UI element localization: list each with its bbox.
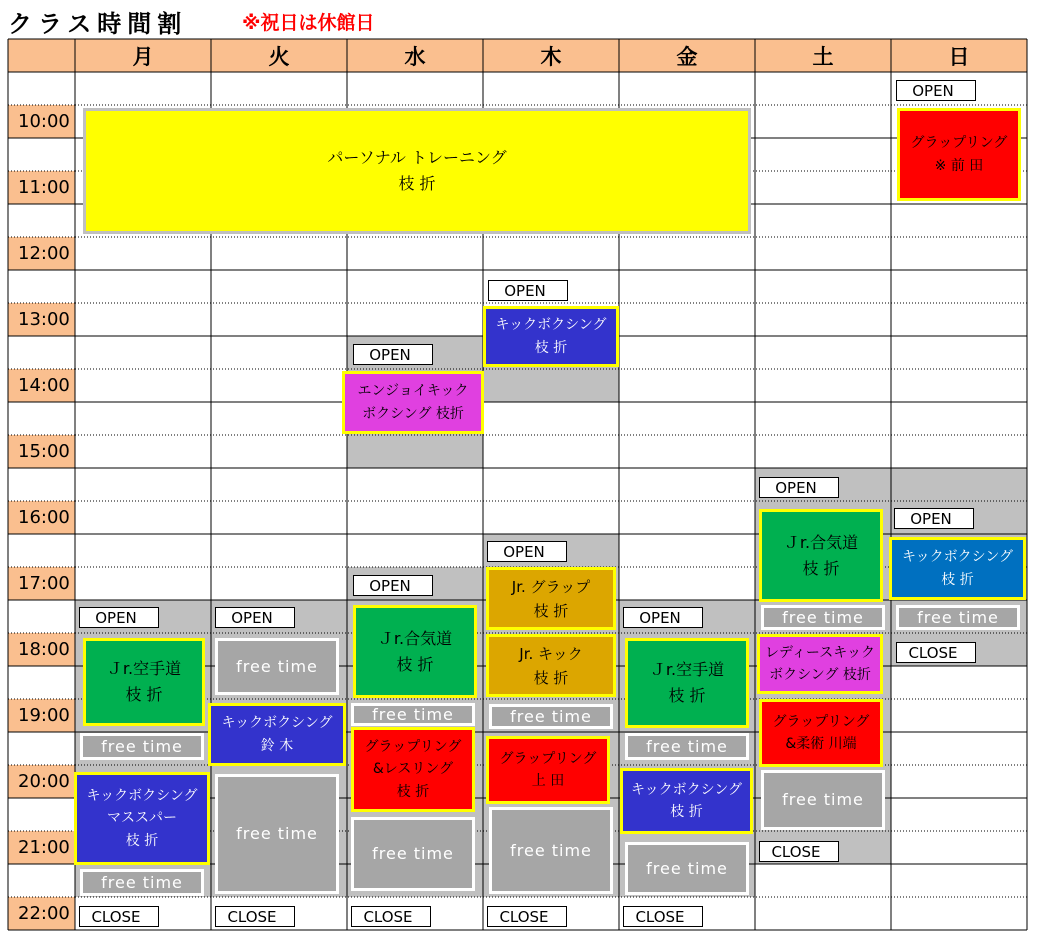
class-block-thu-grap[interactable] [486,736,610,804]
time-label: 18:00 [18,639,70,660]
open-tag: OPEN [215,607,295,628]
class-line: &レスリング [372,761,454,778]
class-block-sat-aiki[interactable] [759,509,883,602]
free-time-block: free time [761,605,885,630]
class-line: Jr. キック [519,644,583,663]
open-tag: OPEN [896,80,976,101]
class-line: 枝 折 [533,668,569,687]
class-line: Jr. グラップ [511,577,591,596]
holiday-note: ※祝日は休館日 [242,12,375,34]
class-line: Ｊr.合気道 [377,628,453,648]
class-line: ボクシング 枝折 [362,405,464,422]
open-tag: OPEN [487,541,567,562]
class-block-thu-jkick[interactable] [486,634,616,697]
class-line: キックボクシング [901,549,1014,566]
close-tag: CLOSE [351,906,431,927]
class-block-mon-karate[interactable] [83,638,205,726]
open-tag: OPEN [79,607,159,628]
class-line: マススパー [107,810,177,827]
time-label: 14:00 [18,375,70,396]
class-line: キックボクシング [86,787,198,804]
time-label: 12:00 [18,243,70,264]
class-line: エンジョイキック [357,383,469,400]
free-time-block: free time [351,703,475,726]
class-block-sun-kick[interactable] [889,537,1026,600]
day-header-thu: 木 [540,44,562,69]
class-line: 枝 折 [534,339,568,356]
free-time-block: free time [80,733,204,760]
class-line: Ｊr.空手道 [649,660,725,680]
time-label: 11:00 [18,177,70,198]
class-line: キックボクシング [221,715,333,732]
class-block-fri-karate[interactable] [625,638,749,728]
time-label: 17:00 [18,573,70,594]
class-block-wed-aiki[interactable] [353,605,477,698]
class-block-sat-ladies[interactable] [757,634,883,694]
class-block-sun-grap[interactable] [897,108,1021,201]
class-block-tue-kick[interactable] [208,703,346,766]
class-line: グラップリング [499,750,597,767]
free-time-block: free time [625,842,749,895]
class-line: 枝 折 [125,685,163,704]
time-label: 22:00 [18,903,70,924]
free-time-block: free time [489,807,613,894]
class-line: グラップリング [772,713,870,730]
class-block-fri-kick[interactable] [620,768,753,834]
open-tag: OPEN [353,575,433,596]
class-name: パーソナル トレーニング [327,148,507,168]
free-time-block: free time [761,770,885,830]
free-time-block: free time [215,774,339,894]
time-label: 20:00 [18,771,70,792]
class-block-sat-grap[interactable] [759,699,883,767]
time-label: 13:00 [18,309,70,330]
class-line: 枝 折 [396,654,434,674]
close-tag: CLOSE [759,841,839,862]
class-line: 枝 折 [802,558,840,578]
time-label: 10:00 [18,111,70,132]
free-time-block: free time [489,704,613,729]
class-line: グラップリング [910,135,1008,152]
class-line: 枝 折 [670,804,703,820]
open-tag: OPEN [353,344,433,365]
class-block-mon-kick[interactable] [74,772,210,865]
class-line: 枝 折 [941,571,974,588]
class-line: 枝 折 [533,601,569,620]
free-time-block: free time [625,733,749,760]
open-period-bg [347,435,483,468]
day-header-sat: 土 [812,44,834,69]
class-line: 枝 折 [668,686,706,705]
class-line: レディースキック [765,644,875,661]
class-instructor: 枝 折 [398,174,436,193]
day-header-tue: 火 [268,44,290,69]
free-time-block: free time [896,605,1020,630]
open-tag: OPEN [623,607,703,628]
day-header-wed: 水 [404,44,426,69]
close-tag: CLOSE [79,906,159,927]
time-label: 21:00 [18,837,70,858]
free-time-block: free time [351,817,475,891]
time-label: 19:00 [18,705,70,726]
day-header-sun: 日 [948,44,970,69]
class-line: Ｊr.空手道 [106,659,182,679]
close-tag: CLOSE [487,906,567,927]
class-block-wed-enjoy[interactable] [342,371,484,434]
class-block-wed-grap[interactable] [351,727,475,812]
class-line: ボクシング 枝折 [769,667,871,683]
close-tag: CLOSE [215,906,295,927]
close-tag: CLOSE [623,906,703,927]
class-line: 上 田 [531,773,565,789]
class-line: &柔術 川端 [785,736,857,752]
open-tag: OPEN [488,280,568,301]
class-line: 枝 折 [396,783,430,800]
day-header-fri: 金 [676,44,698,69]
free-time-block: free time [80,869,204,896]
page-title: クラス時間割 [8,10,188,38]
time-label: 16:00 [18,507,70,528]
class-line: 鈴 木 [260,737,294,754]
day-header-mon: 月 [132,44,154,69]
open-tag: OPEN [759,477,839,498]
class-line: 枝 折 [125,832,159,849]
personal-training-block[interactable] [83,108,751,234]
free-time-block: free time [215,638,339,695]
open-tag: OPEN [894,508,974,529]
class-block-thu-kick[interactable] [483,306,619,367]
time-label: 15:00 [18,441,70,462]
class-block-thu-jgrap[interactable] [486,567,616,630]
class-line: キックボクシング [495,317,607,334]
class-line: ※ 前 田 [934,157,984,174]
class-line: Ｊr.合気道 [783,532,859,552]
close-tag: CLOSE [896,642,976,663]
class-line: キックボクシング [630,781,743,798]
class-line: グラップリング [364,738,462,755]
open-period-bg [891,468,1027,501]
